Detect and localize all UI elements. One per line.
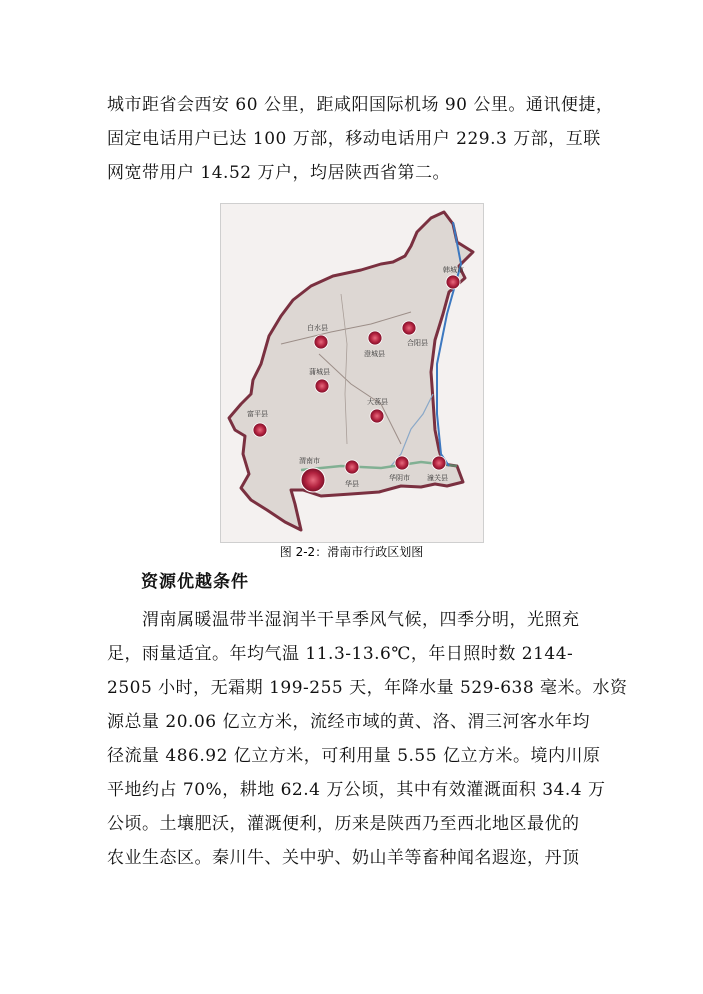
map-label: 渭南市 bbox=[299, 457, 320, 465]
marker-baishui bbox=[314, 335, 328, 349]
marker-fuping bbox=[253, 423, 267, 437]
intro-paragraph bbox=[107, 88, 627, 190]
map-label: 潼关县 bbox=[427, 474, 448, 482]
map-label: 白水县 bbox=[307, 324, 328, 332]
map-label: 蒲城县 bbox=[309, 368, 330, 376]
text-line: 径流量 486.92 亿立方米，可利用量 5.55 亿立方米。境内川原 bbox=[107, 746, 601, 766]
text-line: 源总量 20.06 亿立方米，流经市域的黄、洛、渭三河客水年均 bbox=[107, 712, 590, 732]
text-line: 渭南属暖温带半湿润半干旱季风气候，四季分明，光照充 bbox=[107, 610, 580, 630]
map-label: 大荔县 bbox=[367, 398, 388, 406]
section-heading: 资源优越条件 bbox=[141, 572, 249, 592]
text-line: 农业生态区。秦川牛、关中驴、奶山羊等畜种闻名遐迩，丹顶 bbox=[107, 848, 580, 868]
weinan-admin-map bbox=[220, 203, 484, 543]
marker-chengcheng bbox=[368, 331, 382, 345]
marker-huayin bbox=[395, 456, 409, 470]
map-label: 华县 bbox=[345, 480, 359, 488]
text-line: 公顷。土壤肥沃，灌溉便利，历来是陕西乃至西北地区最优的 bbox=[107, 814, 580, 834]
resource-paragraph bbox=[107, 603, 627, 875]
marker-weinan bbox=[301, 468, 325, 492]
marker-tongguan bbox=[432, 456, 446, 470]
text-line: 足，雨量适宜。年均气温 11.3-13.6℃，年日照时数 2144- bbox=[107, 644, 574, 664]
marker-huaxian bbox=[345, 460, 359, 474]
map-label: 合阳县 bbox=[407, 339, 428, 347]
map-label: 澄城县 bbox=[364, 350, 385, 358]
text-line: 网宽带用户 14.52 万户，均居陕西省第二。 bbox=[107, 163, 450, 183]
text-line: 2505 小时，无霜期 199-255 天，年降水量 529-638 毫米。水资 bbox=[107, 678, 628, 698]
map-caption: 图 2-2：滑南市行政区划图 bbox=[279, 545, 424, 559]
marker-hancheng bbox=[446, 275, 460, 289]
map-label: 华阴市 bbox=[389, 474, 410, 482]
text-line: 平地约占 70%，耕地 62.4 万公顷，其中有效灌溉面积 34.4 万 bbox=[107, 780, 606, 800]
text-line: 城市距省会西安 60 公里，距咸阳国际机场 90 公里。通讯便捷， bbox=[107, 95, 614, 115]
marker-dali bbox=[370, 409, 384, 423]
marker-pucheng bbox=[315, 379, 329, 393]
map-label: 富平县 bbox=[247, 410, 268, 418]
marker-heyang bbox=[402, 321, 416, 335]
map-label: 韩城市 bbox=[443, 266, 464, 274]
text-line: 固定电话用户已达 100 万部，移动电话用户 229.3 万部，互联 bbox=[107, 129, 601, 149]
